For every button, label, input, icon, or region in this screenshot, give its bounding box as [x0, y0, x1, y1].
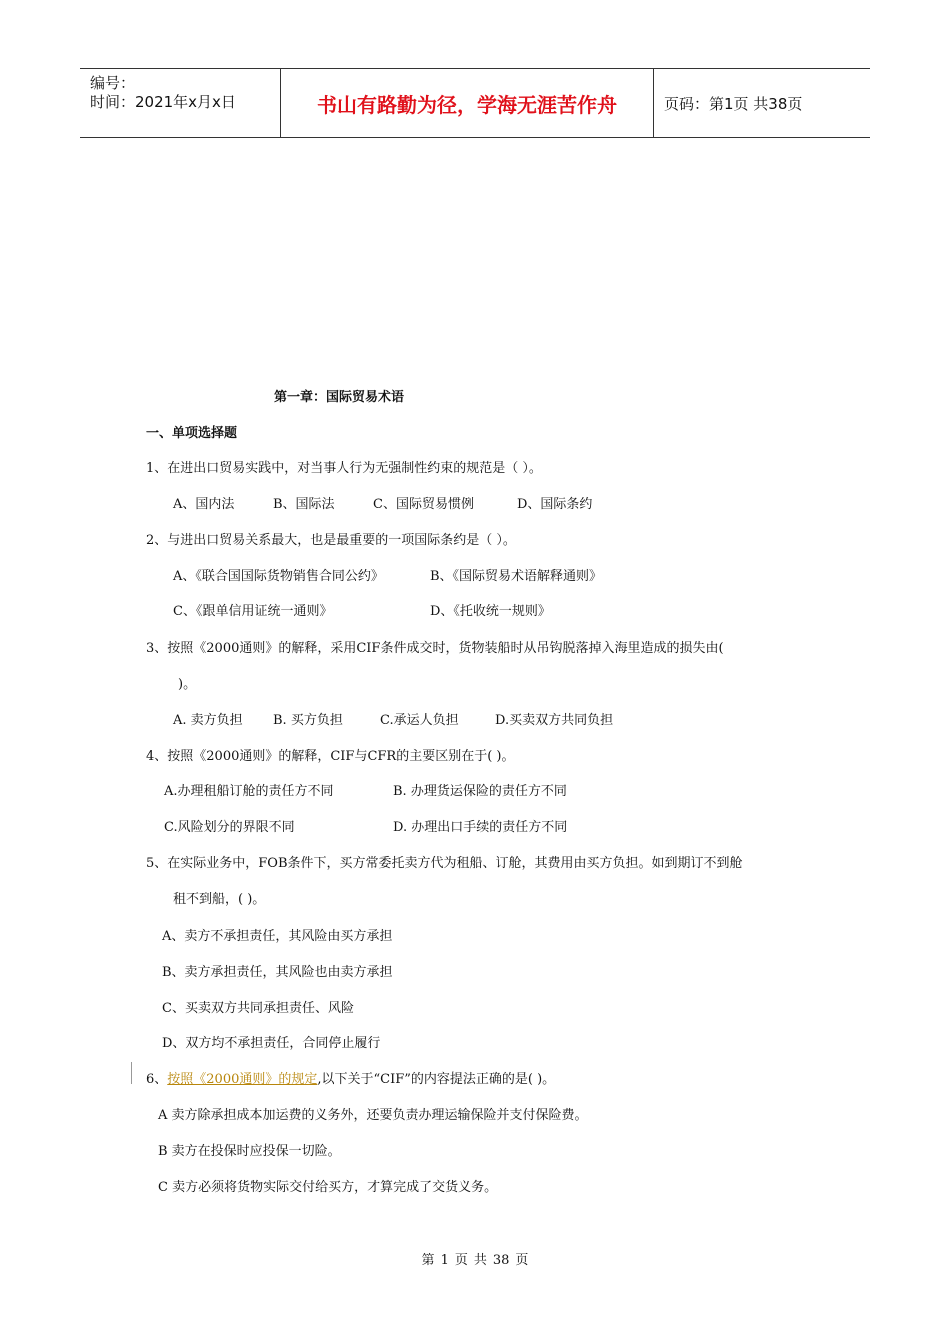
q5-option-c: C、买卖双方共同承担责任、风险 — [162, 1001, 354, 1016]
q4-option-d: D. 办理出口手续的责任方不同 — [393, 820, 568, 835]
header-meta — [80, 69, 281, 137]
q3-option-b: B. 买方负担 — [273, 713, 343, 728]
footer-total-pages: 38 — [492, 1253, 510, 1268]
footer-text: 共 — [473, 1253, 487, 1268]
question-1-stem: 1、在进出口贸易实践中，对当事人行为无强制性约束的规范是（ ）。 — [146, 461, 542, 476]
q6-option-b: B 卖方在投保时应投保一切险。 — [158, 1144, 341, 1159]
q1-option-b: B、国际法 — [273, 497, 335, 512]
q3-option-d: D.买卖双方共同负担 — [495, 713, 614, 728]
q6-option-c: C 卖方必须将货物实际交付给买方，才算完成了交货义务。 — [158, 1180, 498, 1195]
page-header — [80, 68, 870, 138]
q6-rest: ,以下关于“CIF”的内容提法正确的是( )。 — [317, 1072, 556, 1087]
question-3-stem: 3、按照《2000通则》的解释，采用CIF条件成交时，货物装船时从吊钩脱落掉入海里造成的损失由( — [146, 641, 724, 656]
question-3-stem-cont: )。 — [178, 677, 197, 692]
footer-page-number: 1 — [440, 1253, 449, 1268]
q2-option-b: B、《国际贸易术语解释通则》 — [430, 569, 603, 584]
number-label: 编号： — [90, 74, 136, 92]
q5-option-a: A、卖方不承担责任，其风险由买方承担 — [162, 929, 393, 944]
q2-option-c: C、《跟单信用证统一通则》 — [173, 604, 333, 619]
footer-text: 页 — [454, 1253, 468, 1268]
time-label: 时间：2021年x月x日 — [90, 93, 236, 111]
q1-option-a: A、国内法 — [173, 497, 235, 512]
q2-option-a: A、《联合国国际货物销售合同公约》 — [173, 569, 384, 584]
q1-option-c: C、国际贸易惯例 — [373, 497, 474, 512]
q2-option-d: D、《托收统一规则》 — [430, 604, 551, 619]
page-footer — [0, 1249, 950, 1268]
question-2-stem: 2、与进出口贸易关系最大，也是最重要的一项国际条约是（ ）。 — [146, 533, 516, 548]
q3-option-c: C.承运人负担 — [380, 713, 459, 728]
q5-option-d: D、双方均不承担责任，合同停止履行 — [162, 1036, 381, 1051]
chapter-title: 第一章：国际贸易术语 — [274, 390, 405, 405]
q5-option-b: B、卖方承担责任，其风险也由卖方承担 — [162, 965, 393, 980]
q6-link[interactable]: 按照《2000通则》的规定 — [167, 1072, 318, 1087]
revision-bar — [131, 1062, 132, 1084]
question-5-stem: 5、在实际业务中，FOB条件下，买方常委托卖方代为租船、订舱，其费用由买方负担。如到期订不到舱 — [146, 856, 743, 871]
question-4-stem: 4、按照《2000通则》的解释，CIF与CFR的主要区别在于( )。 — [146, 749, 515, 764]
q1-option-d: D、国际条约 — [517, 497, 593, 512]
question-6-stem — [146, 1068, 555, 1087]
footer-text: 第 — [421, 1253, 435, 1268]
q3-option-a: A. 卖方负担 — [173, 713, 243, 728]
footer-text: 页 — [515, 1253, 529, 1268]
q4-option-b: B. 办理货运保险的责任方不同 — [393, 784, 567, 799]
section-title: 一、单项选择题 — [146, 426, 238, 441]
page-info: 页码：第1页 共38页 — [664, 94, 803, 113]
motto: 书山有路勤为径，学海无涯苦作舟 — [281, 69, 654, 137]
q4-option-a: A.办理租船订舱的责任方不同 — [164, 784, 334, 799]
q6-option-a: A 卖方除承担成本加运费的义务外，还要负责办理运输保险并支付保险费。 — [158, 1108, 588, 1123]
q4-option-c: C.风险划分的界限不同 — [164, 820, 295, 835]
q6-prefix: 6、 — [146, 1072, 168, 1087]
question-5-stem-cont: 租不到船，( )。 — [173, 892, 266, 907]
